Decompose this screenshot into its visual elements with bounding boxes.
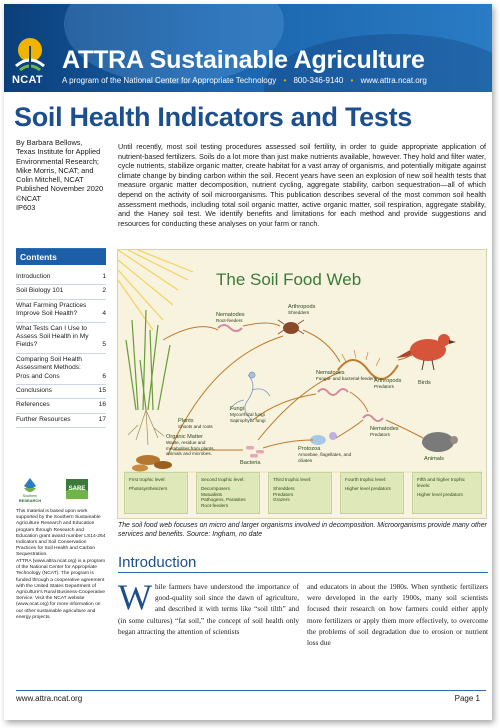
trophic-level-5: Fifth and higher trophic levels: Higher level predators: [412, 472, 482, 514]
toc-item-references[interactable]: References 16: [16, 399, 106, 413]
trophic-level-4: Fourth trophic level: Higher level predators: [340, 472, 404, 514]
southern-sare-logo-icon: [19, 478, 42, 503]
publication-id: IP603: [16, 203, 36, 213]
nematode-icon: [318, 389, 348, 395]
soil-food-web-figure: [117, 249, 487, 519]
document-title: Soil Health Indicators and Tests: [14, 102, 412, 132]
brand-tagline-row: [62, 76, 432, 85]
organic-matter-icon: [132, 455, 172, 472]
toc-item-farming-practices[interactable]: What Farming Practices Improve Soil Health? 4: [16, 300, 106, 323]
author-line: Colin Mitchell, NCAT: [16, 175, 84, 185]
author-line: Mike Morris, NCAT; and: [16, 165, 94, 175]
author-line: Environmental Research;: [16, 156, 99, 166]
intro-text-1: hile farmers have understood the importance of good-quality soil since the dawn of agriculture, and described it with terms like “soil tilth” and (in some cultures) “fat soil,” the concept of soil health only began attracting the attention of scientists: [118, 582, 299, 636]
trophic-level-2: Second trophic level: Decomposers Mutualists Pathogens, Parasites Root-feeders: [196, 472, 260, 514]
sponsor-logos: [16, 476, 106, 504]
label-birds: Birds: [418, 380, 431, 386]
footer-divider: [16, 690, 486, 691]
brand-tagline: A program of the National Center for Appropriate Technology: [62, 76, 277, 85]
label-arthropods-shredders: Arthropods Shredders: [288, 304, 316, 315]
page-number: Page 1: [454, 694, 480, 703]
toc-item-introduction[interactable]: Introduction 1: [16, 271, 106, 285]
section-heading-introduction: Introduction: [118, 554, 197, 571]
publish-date: Published November 2020: [16, 184, 104, 194]
brand-website-link[interactable]: www.attra.ncat.org: [360, 76, 427, 85]
bird-icon: [396, 334, 456, 370]
label-nematodes-fungal: Nematodes Fungal- and bacterial-feeders: [316, 370, 377, 381]
bacteria-icon: [246, 446, 264, 458]
author-line: By Barbara Bellows,: [16, 138, 83, 147]
roots-icon: [128, 410, 164, 445]
figure-title: The Soil Food Web: [216, 270, 362, 289]
nematode-icon: [218, 325, 242, 331]
sponsor-note: This material is based upon work supported by the Southern Sustainable Agriculture Research and Education program through Research and Education grant award number LS14-264 Indicators and Soil Conservation Practices for Soil Health and Carbon Sequestration.: [16, 509, 106, 558]
trophic-level-1: First trophic level: Photosynthesizers: [124, 472, 188, 514]
toc-item-soil-biology[interactable]: Soil Biology 101 2: [16, 285, 106, 299]
toc-item-comparing[interactable]: Comparing Soil Health Assessment Methods: Pros and Cons 6: [16, 354, 106, 385]
footer-website-link[interactable]: www.attra.ncat.org: [16, 694, 83, 703]
drop-cap: W: [118, 577, 152, 617]
brand-phone: 800-346-9140: [293, 76, 344, 85]
mite-icon: [278, 320, 304, 334]
label-fungi: Fungi Mycorrhizal fungi Saprophytic fungi: [230, 406, 266, 423]
brand-title: ATTRA Sustainable Agriculture: [62, 46, 425, 74]
label-nematodes-predators: Nematodes Predators: [370, 426, 399, 437]
svg-text:SARE: SARE: [68, 486, 86, 492]
svg-text:RESEARCH: RESEARCH: [18, 498, 42, 503]
separator-dot: •: [350, 76, 354, 85]
animals-icon: [422, 432, 458, 452]
separator-dot: •: [283, 76, 287, 85]
attra-note: ATTRA (www.attra.ncat.org) is a program of the National Center for Appropriate Technology (NCAT). The program is funded through a cooperative agreement with the United States Department of Agriculture's Rural Business-Cooperative Service. Visit the NCAT website (www.ncat.org) for more information on our other sustainable agriculture and energy projects.: [16, 559, 106, 620]
toc-item-tests[interactable]: What Tests Can I Use to Assess Soil Health in My Fields? 5: [16, 323, 106, 354]
document-page: [4, 4, 492, 720]
toc-item-further-resources[interactable]: Further Resources 17: [16, 414, 106, 428]
intro-column-2: and educators in about the 1980s. When synthetic fertilizers were developed in the early 1900s, many soil scientists focused their research on how farmers could either apply more fertilizers or apply them more effectively, to overcome the problems of soil degradation due to erosion or nutrient loss due: [307, 582, 488, 648]
table-of-contents: [16, 248, 106, 428]
label-protozoa: Protozoa Amoebae, flagellates, and ciliates: [298, 446, 352, 463]
trophic-level-3: Third trophic level: Shredders Predators Grazers: [268, 472, 332, 514]
divider: [118, 572, 488, 573]
protozoa-icon: [310, 432, 337, 445]
sare-logo-icon: [66, 479, 88, 499]
label-bacteria: Bacteria: [240, 460, 261, 466]
intro-column-1: [118, 577, 299, 637]
ncat-logo-icon: [12, 36, 48, 78]
header-banner: [4, 4, 492, 92]
label-plants: Plants Shoots and roots: [178, 418, 213, 429]
toc-item-conclusions[interactable]: Conclusions 15: [16, 385, 106, 399]
sun-icon: [118, 250, 193, 330]
label-animals: Animals: [424, 456, 444, 462]
label-nematodes-root: Nematodes Root-feeders: [216, 312, 245, 323]
author-block: [16, 138, 106, 212]
label-organic-matter: Organic Matter Waste, residue and metabolites from plants, animals and microbes.: [166, 434, 215, 457]
lead-paragraph: Until recently, most soil testing procedures assessed soil fertility, in order to guide appropriate application of nutrient-based fertilizers. Soils do a lot more than just make nutrients available, however. They hold and filter water, cycle nutrients, stabilize organic matter, create habitat for a vast array of organisms, and potentially mitigate against climate change by binding carbon within the soil. Recent years have seen an explosion of new soil health tests that measure organic matter decomposition, nutrient cycling, aggregate stability, carbon sequestration—all of which depend on the activity of soil microorganisms. This publication describes several of the most common soil health assessment methods, including total soil organic matter, active organic matter, soil respiration, aggregate stability, and the Haney soil test. We identify benefits and limitations for each method and provide suggestions and resources for conducting these analyses on your farm or ranch.: [118, 142, 486, 228]
svg-text:Southern: Southern: [22, 494, 38, 498]
contents-heading: Contents: [16, 249, 106, 265]
label-arthropods-predators: Arthropods Predators: [374, 378, 402, 389]
author-line: Texas Institute for Applied: [16, 147, 101, 157]
copyright: ©NCAT: [16, 193, 42, 203]
plants-icon: [126, 310, 170, 410]
nematode-icon: [363, 415, 383, 421]
ncat-logo-text: NCAT: [12, 74, 43, 86]
figure-caption: The soil food web focuses on micro and larger organisms involved in decomposition. Microorganisms provide many other services and benefits. Source: Ingham, no date: [118, 522, 487, 538]
